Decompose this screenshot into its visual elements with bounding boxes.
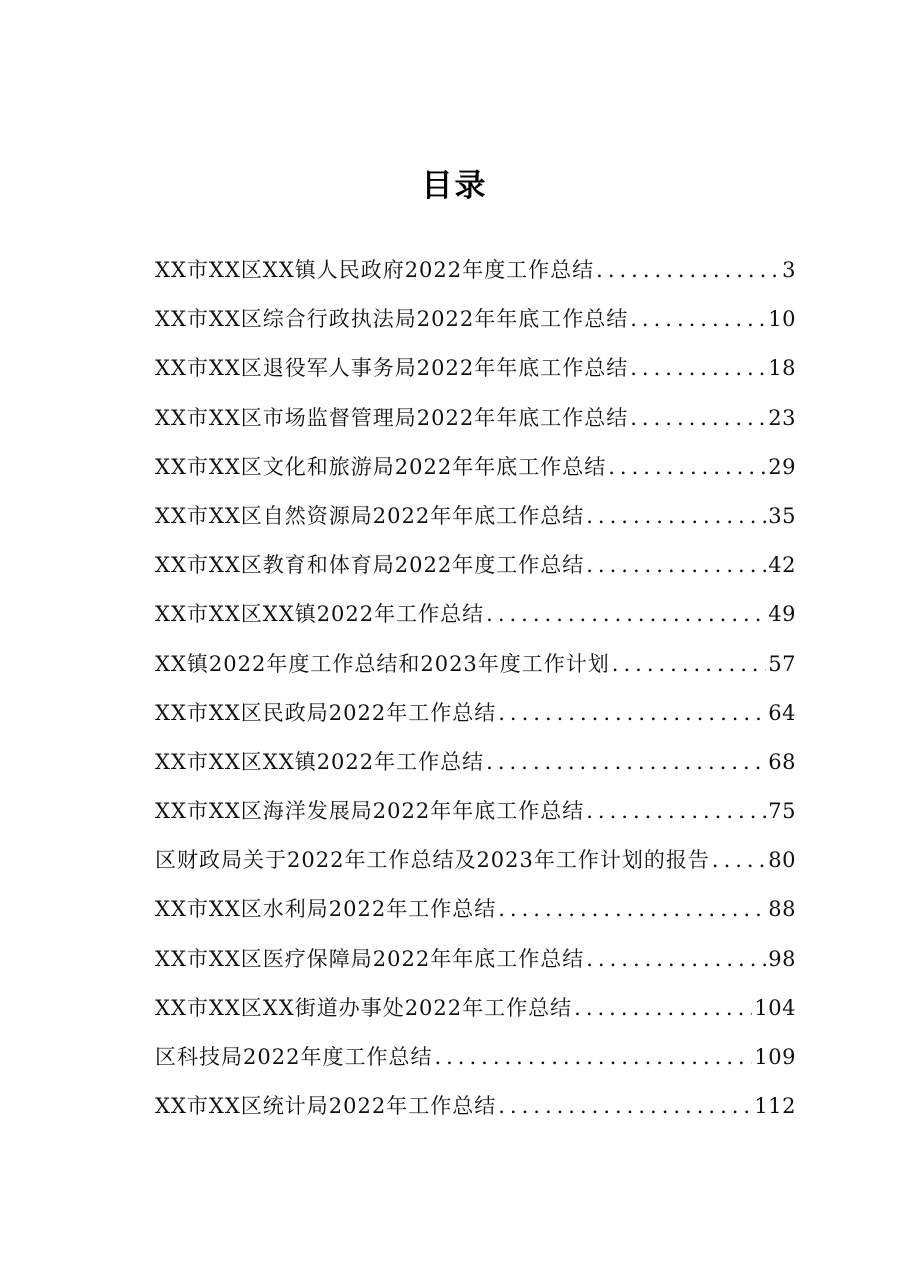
toc-title: 目录 bbox=[421, 168, 488, 204]
toc-page-number: 23 bbox=[768, 405, 796, 430]
toc-leader-dots bbox=[498, 1082, 752, 1131]
toc-leader-dots bbox=[498, 885, 766, 934]
toc-entry[interactable] bbox=[155, 1033, 796, 1082]
toc-page-number: 42 bbox=[768, 553, 796, 578]
table-of-contents bbox=[155, 246, 796, 1131]
toc-leader-dots bbox=[612, 640, 766, 689]
toc-page-number: 109 bbox=[754, 1045, 796, 1069]
toc-entry-title: XX市XX区水利局2022年工作总结 bbox=[155, 897, 497, 922]
toc-leader-dots bbox=[586, 935, 766, 984]
toc-entry[interactable] bbox=[155, 590, 796, 639]
toc-page-number: 29 bbox=[768, 454, 796, 479]
toc-entry-title: XX镇2022年度工作总结和2023年度工作计划 bbox=[155, 651, 610, 676]
toc-entry-title: 区财政局关于2022年工作总结及2023年工作计划的报告 bbox=[155, 848, 710, 873]
toc-entry-title: XX市XX区市场监督管理局2022年年底工作总结 bbox=[155, 405, 629, 430]
toc-leader-dots bbox=[712, 836, 766, 885]
toc-leader-dots bbox=[596, 246, 780, 295]
toc-page-number: 18 bbox=[768, 356, 796, 381]
toc-entry-title: 区科技局2022年度工作总结 bbox=[155, 1045, 433, 1069]
toc-leader-dots bbox=[586, 541, 766, 590]
toc-leader-dots bbox=[498, 689, 766, 738]
toc-entry[interactable] bbox=[155, 394, 796, 443]
toc-entry-title: XX市XX区海洋发展局2022年年底工作总结 bbox=[155, 799, 585, 824]
toc-entry[interactable] bbox=[155, 787, 796, 836]
toc-entry-title: XX市XX区XX镇人民政府2022年度工作总结 bbox=[155, 258, 595, 282]
toc-page-number: 80 bbox=[768, 848, 796, 873]
toc-entry-title: XX市XX区退役军人事务局2022年年底工作总结 bbox=[155, 356, 629, 381]
toc-page-number: 3 bbox=[782, 258, 796, 282]
toc-entry[interactable] bbox=[155, 541, 796, 590]
toc-entry[interactable] bbox=[155, 935, 796, 984]
toc-entry-title: XX市XX区XX街道办事处2022年工作总结 bbox=[155, 995, 573, 1020]
toc-leader-dots bbox=[434, 1033, 752, 1082]
toc-entry-title: XX市XX区民政局2022年工作总结 bbox=[155, 700, 497, 725]
toc-entry[interactable] bbox=[155, 738, 796, 787]
toc-entry-title: XX市XX区医疗保障局2022年年底工作总结 bbox=[155, 946, 585, 971]
toc-entry-title: XX市XX区自然资源局2022年年底工作总结 bbox=[155, 503, 585, 528]
toc-leader-dots bbox=[630, 394, 766, 443]
toc-entry-title: XX市XX区综合行政执法局2022年年底工作总结 bbox=[155, 307, 629, 332]
toc-entry[interactable] bbox=[155, 1082, 796, 1131]
toc-leader-dots bbox=[586, 787, 766, 836]
toc-page-number: 49 bbox=[768, 602, 796, 627]
toc-page-number: 98 bbox=[768, 946, 796, 971]
toc-entry-title: XX市XX区统计局2022年工作总结 bbox=[155, 1094, 497, 1119]
toc-page-number: 35 bbox=[768, 503, 796, 528]
toc-leader-dots bbox=[574, 984, 752, 1033]
toc-leader-dots bbox=[630, 295, 766, 344]
toc-leader-dots bbox=[608, 443, 766, 492]
toc-entry-title: XX市XX区XX镇2022年工作总结 bbox=[155, 602, 485, 627]
toc-leader-dots bbox=[630, 344, 766, 393]
toc-entry[interactable] bbox=[155, 492, 796, 541]
toc-page-number: 57 bbox=[768, 651, 796, 676]
toc-page-number: 64 bbox=[768, 700, 796, 725]
toc-page-number: 10 bbox=[768, 307, 796, 332]
toc-entry[interactable] bbox=[155, 295, 796, 344]
toc-entry-title: XX市XX区XX镇2022年工作总结 bbox=[155, 749, 485, 774]
toc-entry-title: XX市XX区教育和体育局2022年度工作总结 bbox=[155, 553, 585, 578]
toc-entry[interactable] bbox=[155, 984, 796, 1033]
toc-leader-dots bbox=[586, 492, 766, 541]
toc-leader-dots bbox=[486, 738, 766, 787]
toc-leader-dots bbox=[486, 590, 766, 639]
toc-entry[interactable] bbox=[155, 443, 796, 492]
toc-page-number: 112 bbox=[754, 1094, 796, 1119]
toc-entry[interactable] bbox=[155, 836, 796, 885]
toc-entry[interactable] bbox=[155, 885, 796, 934]
toc-entry[interactable] bbox=[155, 344, 796, 393]
toc-entry[interactable] bbox=[155, 689, 796, 738]
toc-page-number: 104 bbox=[754, 995, 796, 1020]
toc-entry-title: XX市XX区文化和旅游局2022年年底工作总结 bbox=[155, 454, 607, 479]
toc-page-number: 88 bbox=[768, 897, 796, 922]
toc-page-number: 68 bbox=[768, 749, 796, 774]
toc-entry[interactable] bbox=[155, 246, 796, 295]
toc-page-number: 75 bbox=[768, 799, 796, 824]
toc-entry[interactable] bbox=[155, 640, 796, 689]
